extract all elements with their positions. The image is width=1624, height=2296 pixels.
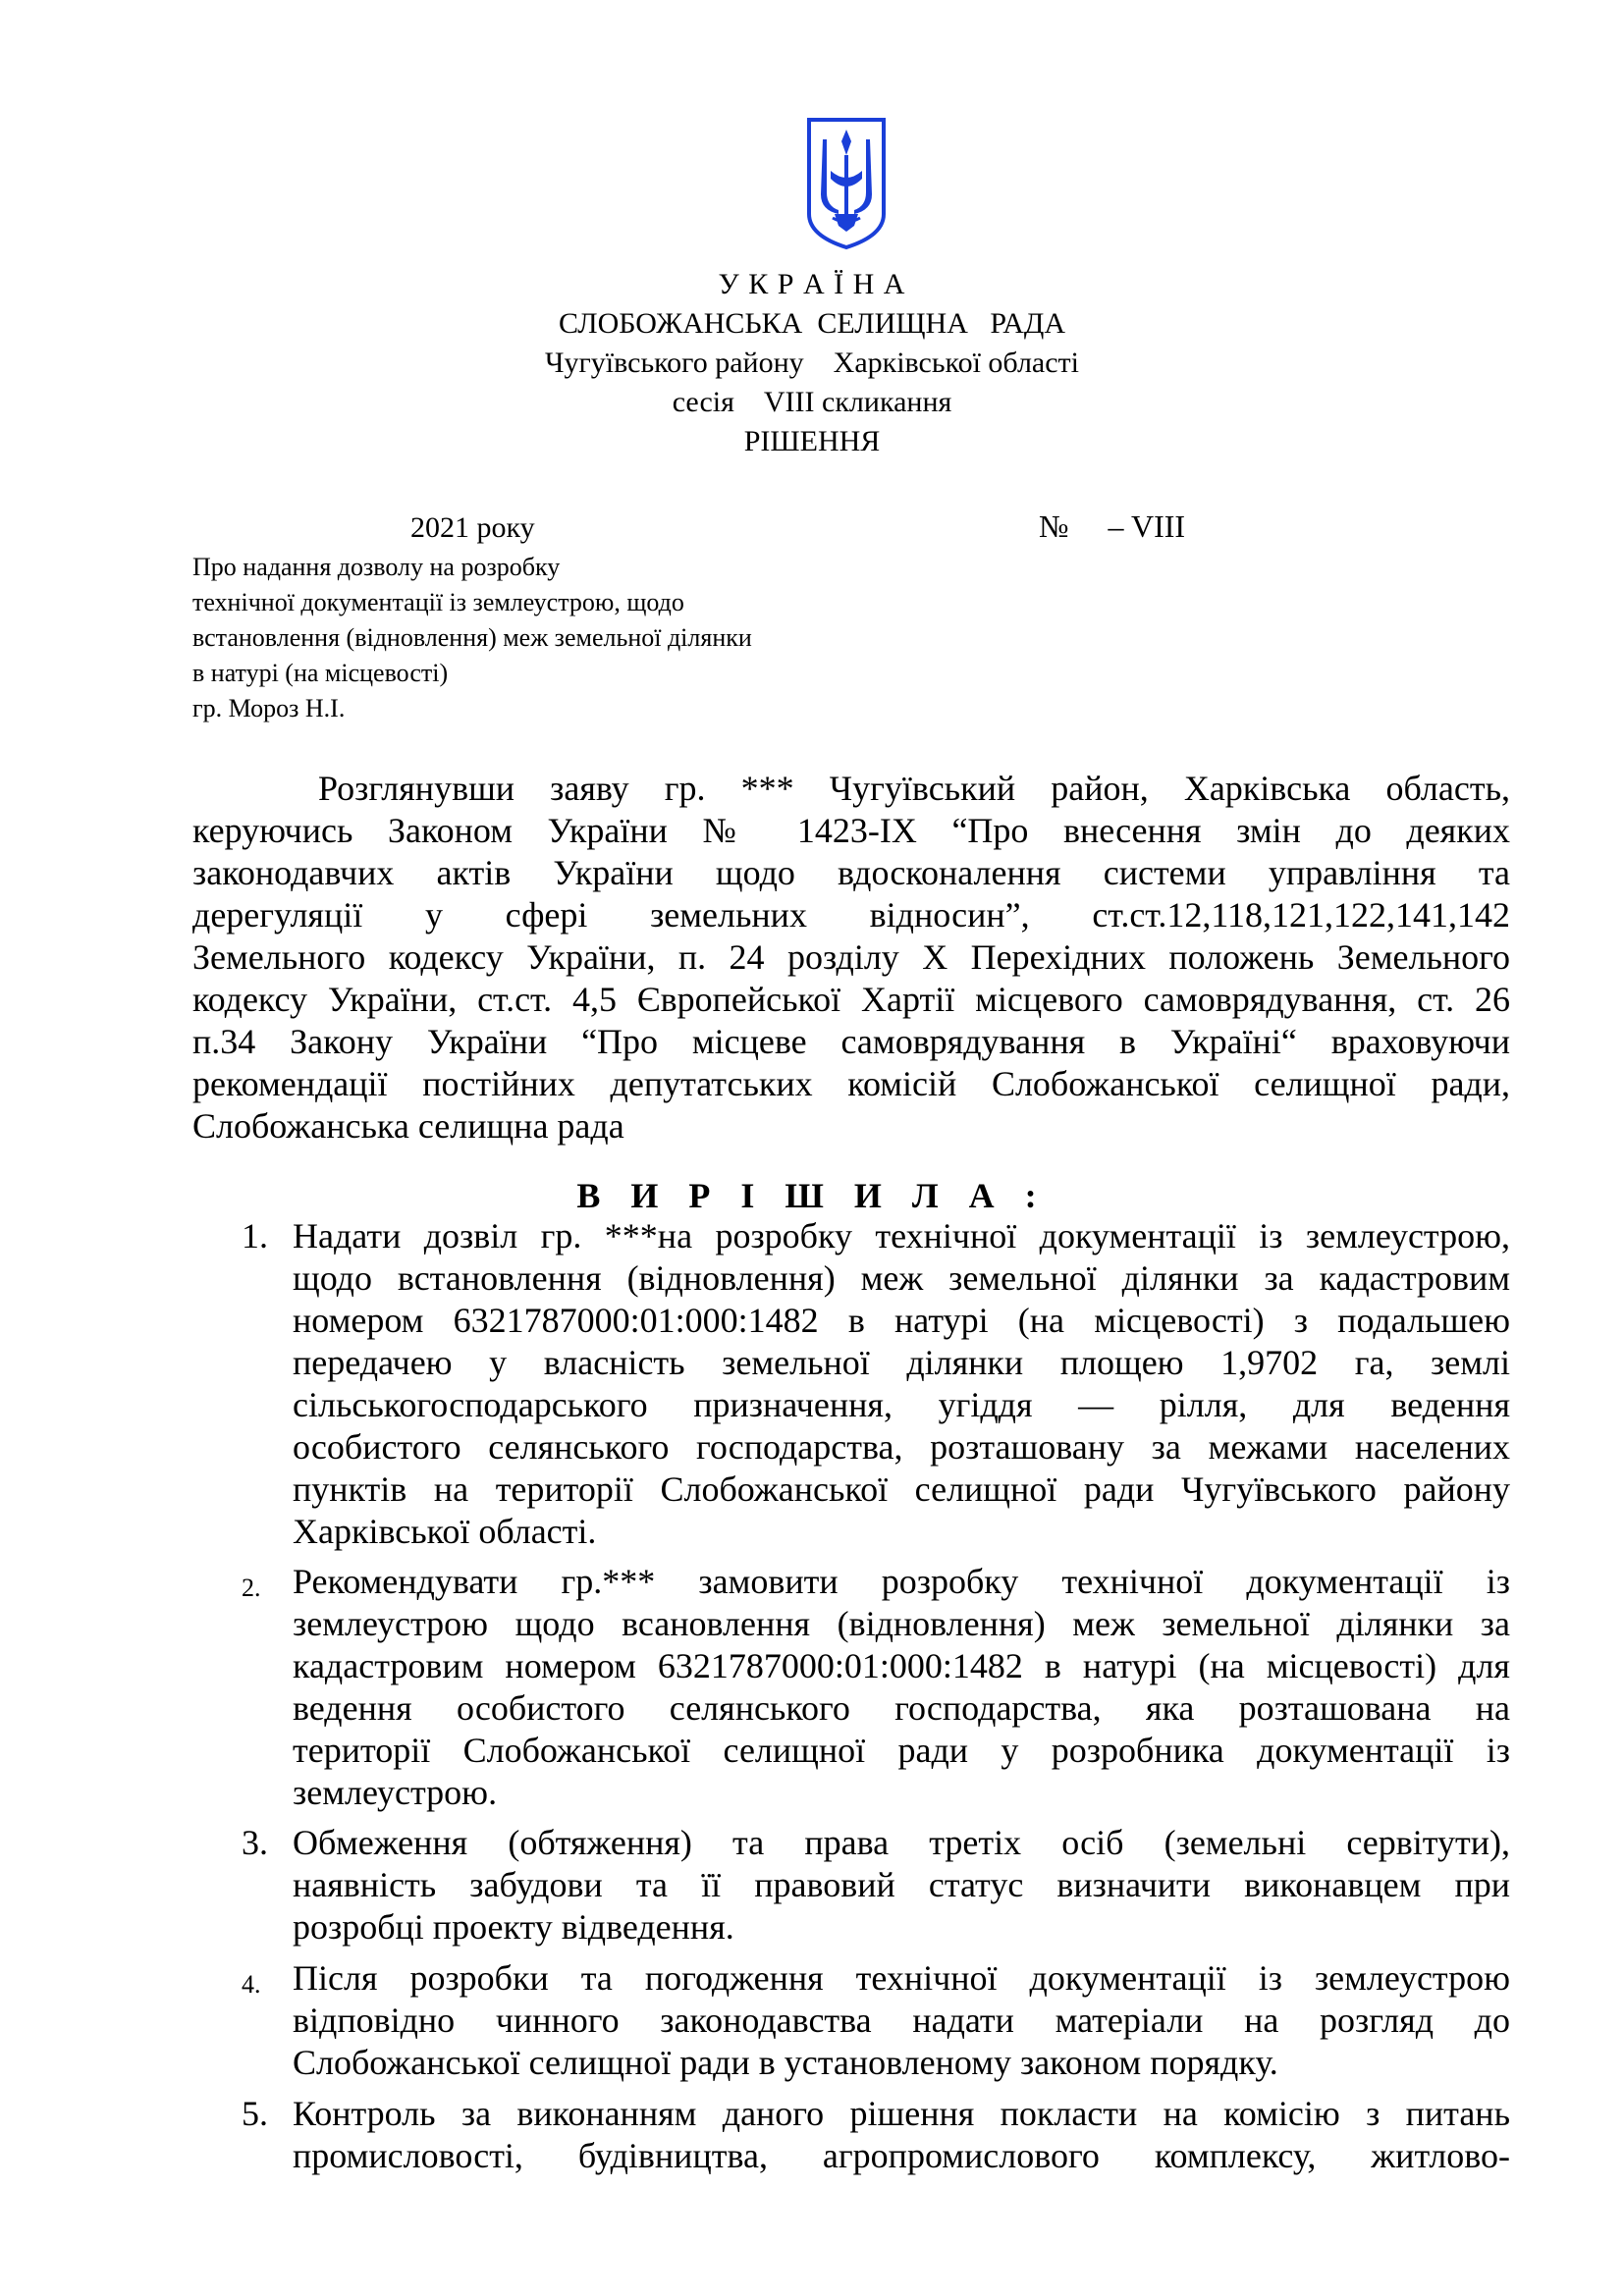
preamble-line: кодексу України, ст.ст. 4,5 Європейської Хартії місцевого самоврядування, ст. 26 (192, 980, 1510, 1019)
title-line: встановлення (відновлення) меж земельної ділянки (192, 623, 752, 652)
item-line: сільськогосподарського призначення, угіддя — рілля, для ведення (293, 1385, 1510, 1424)
preamble-line: Розглянувши заяву гр. *** Чугуївський район, Харківська область, (318, 769, 1510, 808)
item-line: щодо встановлення (відновлення) меж земельної ділянки за кадастровим (293, 1258, 1510, 1298)
item-line: ведення особистого селянського господарства, яка розташована на (293, 1688, 1510, 1728)
decided-heading: В И Р І Ш И Л А : (576, 1176, 1048, 1215)
item-number: 4. (242, 1970, 261, 1999)
title-line: технічної документації із землеустрою, щодо (192, 588, 684, 616)
title-line: Про надання дозволу на розробку (192, 553, 561, 581)
item-line: відповідно чинного законодавства надати матеріали на розгляд до (293, 2001, 1510, 2040)
item-line: Обмеження (обтяження) та права третіх осіб (земельні сервітути), (293, 1823, 1510, 1862)
item-line: розробці проекту відведення. (293, 1907, 734, 1947)
preamble-line: рекомендації постійних депутатських комісій Слобожанської селищної ради, (192, 1064, 1510, 1103)
preamble-paragraph (192, 768, 1510, 1148)
item-line: особистого селянського господарства, розташовану за межами населених (293, 1427, 1510, 1467)
item-line: промисловості, будівництва, агропромислового комплексу, житлово- (293, 2136, 1510, 2175)
item-line: Рекомендувати гр.*** замовити розробку технічної документації із (293, 1562, 1510, 1601)
item-number: 2. (242, 1574, 261, 1602)
title-line: в натурі (на місцевості) (192, 659, 449, 687)
item-line: пунктів на території Слобожанської селищної ради Чугуївського району (293, 1469, 1510, 1509)
item-number: 5. (242, 2094, 268, 2133)
item-line: Слобожанської селищної ради в установленому законом порядку. (293, 2043, 1278, 2082)
item-line: Надати дозвіл гр. ***на розробку технічної документації із землеустрою, (293, 1216, 1510, 1255)
title-line: гр. Мороз Н.І. (192, 694, 346, 722)
decision-date: 2021 року (410, 511, 535, 544)
item-line: наявність забудови та її правовий статус визначити виконавцем при (293, 1865, 1510, 1904)
district-line: Чугуївського району Харківської області (545, 347, 1079, 379)
item-number: 1. (242, 1216, 268, 1255)
session-line: сесія VIII скликання (672, 386, 952, 418)
country-heading: У К Р А Ї Н А (718, 268, 906, 300)
item-line: кадастровим номером 6321787000:01:000:1482 в натурі (на місцевості) для (293, 1646, 1510, 1685)
item-line: передачею у власність земельної ділянки площею 1,9702 га, землі (293, 1343, 1510, 1382)
decision-number: № – VIII (1039, 508, 1186, 544)
decision-title (192, 550, 752, 726)
item-line: землеустрою. (293, 1773, 498, 1812)
preamble-line: дерегуляції у сфері земельних відносин”, ст.ст.12,118,121,122,141,142 (192, 895, 1510, 934)
item-line: Харківської області. (293, 1512, 597, 1551)
item-line: Контроль за виконанням даного рішення покласти на комісію з питань (293, 2094, 1510, 2133)
preamble-line: законодавчих актів України щодо вдосконалення системи управління та (192, 853, 1510, 892)
preamble-line: Слобожанська селищна рада (192, 1106, 624, 1146)
preamble-line: керуючись Законом України № 1423-IX “Про внесення змін до деяких (192, 811, 1510, 850)
preamble-line: п.34 Закону України “Про місцеве самоврядування в Україні“ враховуючи (192, 1022, 1510, 1061)
coat-of-arms-icon (805, 116, 888, 251)
item-line: території Слобожанської селищної ради у розробника документації із (293, 1731, 1510, 1770)
item-line: Після розробки та погодження технічної документації із землеустрою (293, 1958, 1510, 1998)
item-number: 3. (242, 1823, 268, 1862)
item-line: землеустрою щодо всановлення (відновлення) меж земельної ділянки за (293, 1604, 1510, 1643)
document-type: РІШЕННЯ (743, 425, 881, 457)
item-line: номером 6321787000:01:000:1482 в натурі (на місцевості) з подальшею (293, 1301, 1510, 1340)
council-name: СЛОБОЖАНСЬКА СЕЛИЩНА РАДА (558, 307, 1066, 340)
preamble-line: Земельного кодексу України, п. 24 розділу Х Перехідних положень Земельного (192, 937, 1510, 977)
